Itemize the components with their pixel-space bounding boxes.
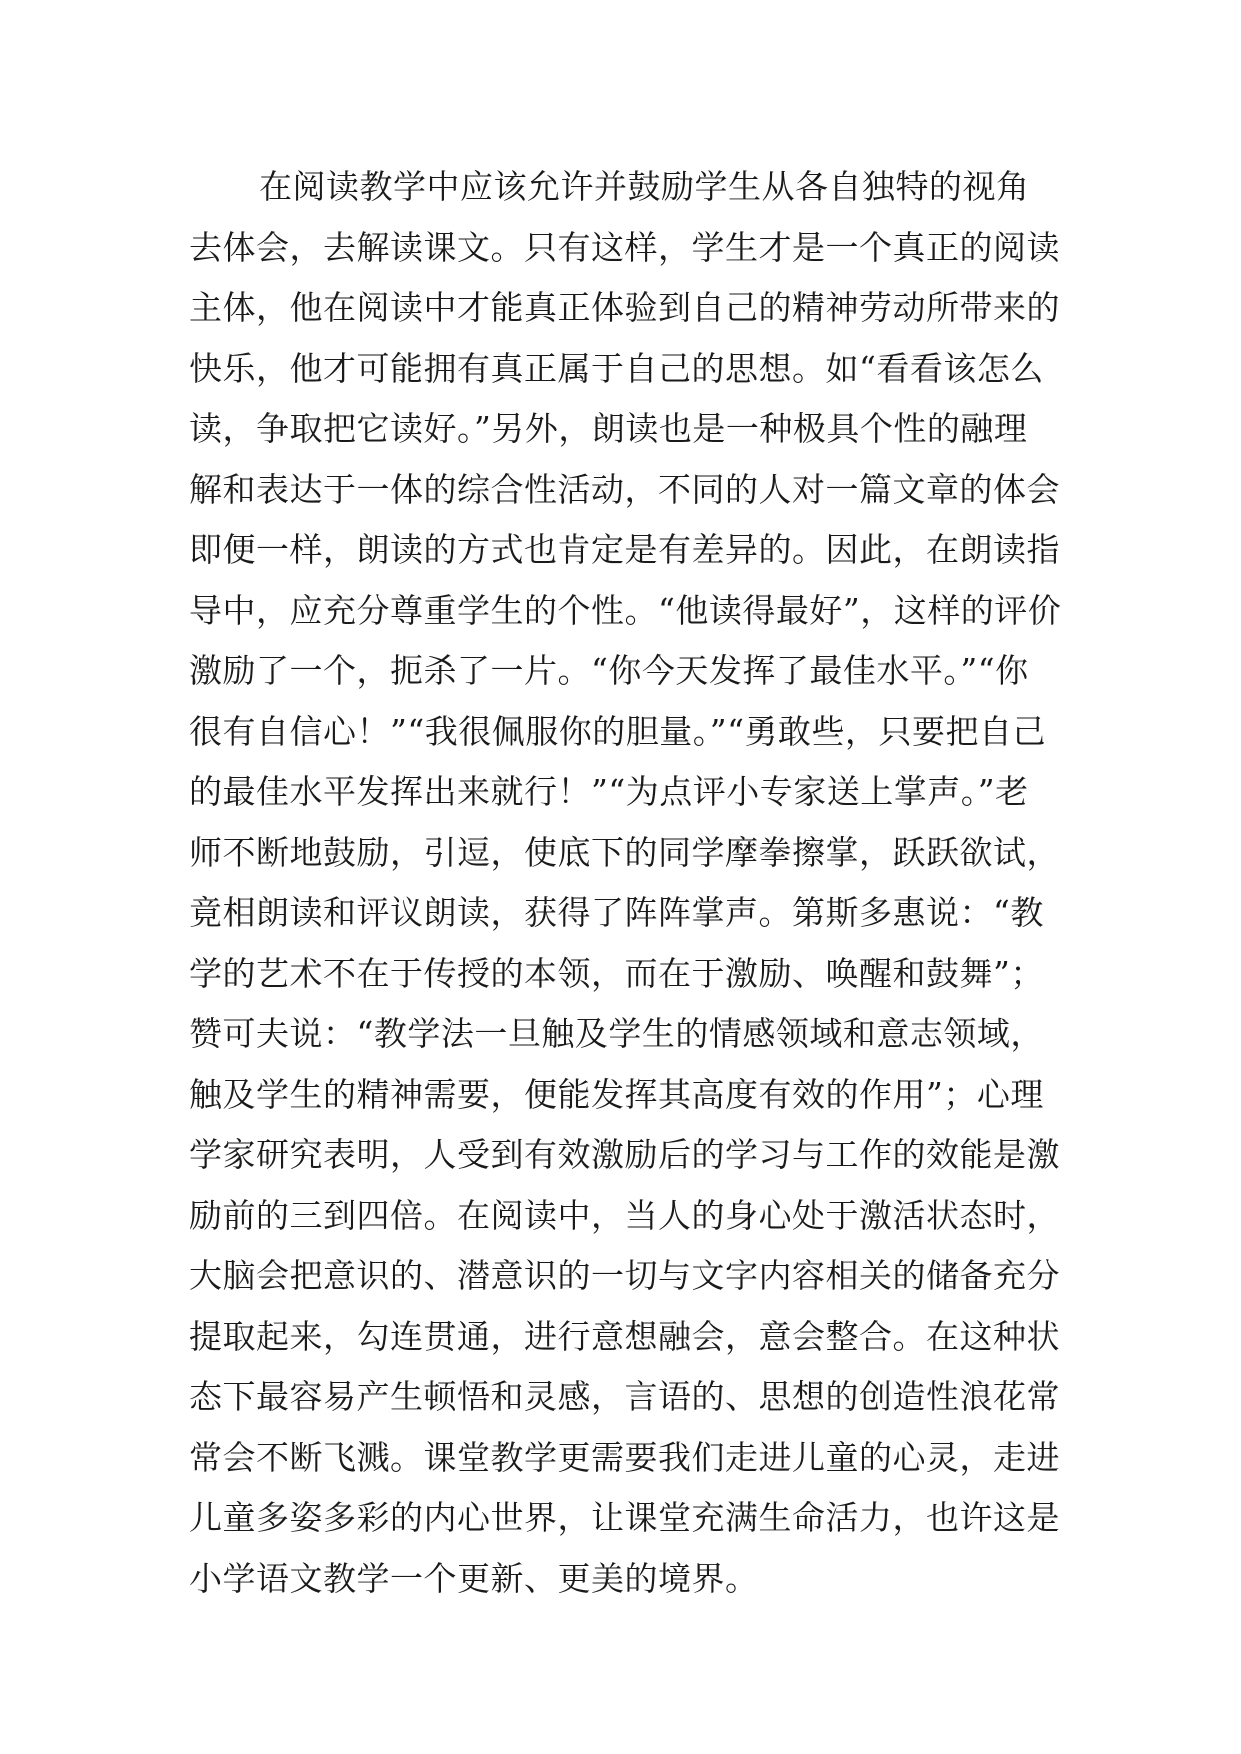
paragraph-line: 快乐，他才可能拥有真正属于自己的思想。如“看看该怎么 (189, 348, 1044, 388)
paragraph-line: 竟相朗读和评议朗读，获得了阵阵掌声。第斯多惠说：“教 (189, 893, 1044, 932)
paragraph-line: 去体会，去解读课文。只有这样，学生才是一个真正的阅读 (189, 227, 1060, 267)
paragraph-line: 小学语文教学一个更新、更美的境界。 (189, 1558, 759, 1598)
paragraph-line: 儿童多姿多彩的内心世界，让课堂充满生命活力，也许这是 (189, 1498, 1060, 1537)
paragraph-line: 激励了一个，扼杀了一片。“你今天发挥了最佳水平。”“你 (189, 651, 1029, 690)
paragraph-line: 励前的三到四倍。在阅读中，当人的身心处于激活状态时， (189, 1195, 1060, 1235)
body-paragraph (189, 157, 1062, 1609)
paragraph-line: 常会不断飞溅。课堂教学更需要我们走进儿童的心灵，走进 (189, 1437, 1060, 1477)
paragraph-line: 触及学生的精神需要，便能发挥其高度有效的作用”；心理 (189, 1074, 1044, 1114)
paragraph-line: 提取起来，勾连贯通，进行意想融会，意会整合。在这种状 (189, 1316, 1060, 1356)
paragraph-line: 即便一样，朗读的方式也肯定是有差异的。因此，在朗读指 (189, 530, 1060, 569)
paragraph-line: 师不断地鼓励，引逗，使底下的同学摩拳擦掌，跃跃欲试， (189, 832, 1060, 872)
paragraph-line: 在阅读教学中应该允许并鼓励学生从各自独特的视角 (259, 167, 1030, 206)
paragraph-line: 学的艺术不在于传授的本领，而在于激励、唤醒和鼓舞”； (189, 953, 1044, 993)
paragraph-line: 态下最容易产生顿悟和灵感，言语的、思想的创造性浪花常 (189, 1377, 1060, 1416)
paragraph-line: 导中，应充分尊重学生的个性。“他读得最好”，这样的评价 (189, 590, 1062, 630)
paragraph-line: 赞可夫说：“教学法一旦触及学生的情感领域和意志领域， (189, 1014, 1044, 1053)
paragraph-line: 学家研究表明，人受到有效激励后的学习与工作的效能是激 (189, 1135, 1060, 1174)
paragraph-line: 主体，他在阅读中才能真正体验到自己的精神劳动所带来的 (189, 288, 1060, 327)
paragraph-line: 的最佳水平发挥出来就行！”“为点评小专家送上掌声。”老 (189, 772, 1029, 811)
paragraph-line: 读，争取把它读好。”另外，朗读也是一种极具个性的融理 (189, 409, 1028, 448)
paragraph-line: 解和表达于一体的综合性活动，不同的人对一篇文章的体会 (189, 469, 1060, 509)
paragraph-line: 大脑会把意识的、潜意识的一切与文字内容相关的储备充分 (189, 1256, 1060, 1295)
paragraph-line: 很有自信心！”“我很佩服你的胆量。”“勇敢些，只要把自己 (189, 711, 1046, 751)
